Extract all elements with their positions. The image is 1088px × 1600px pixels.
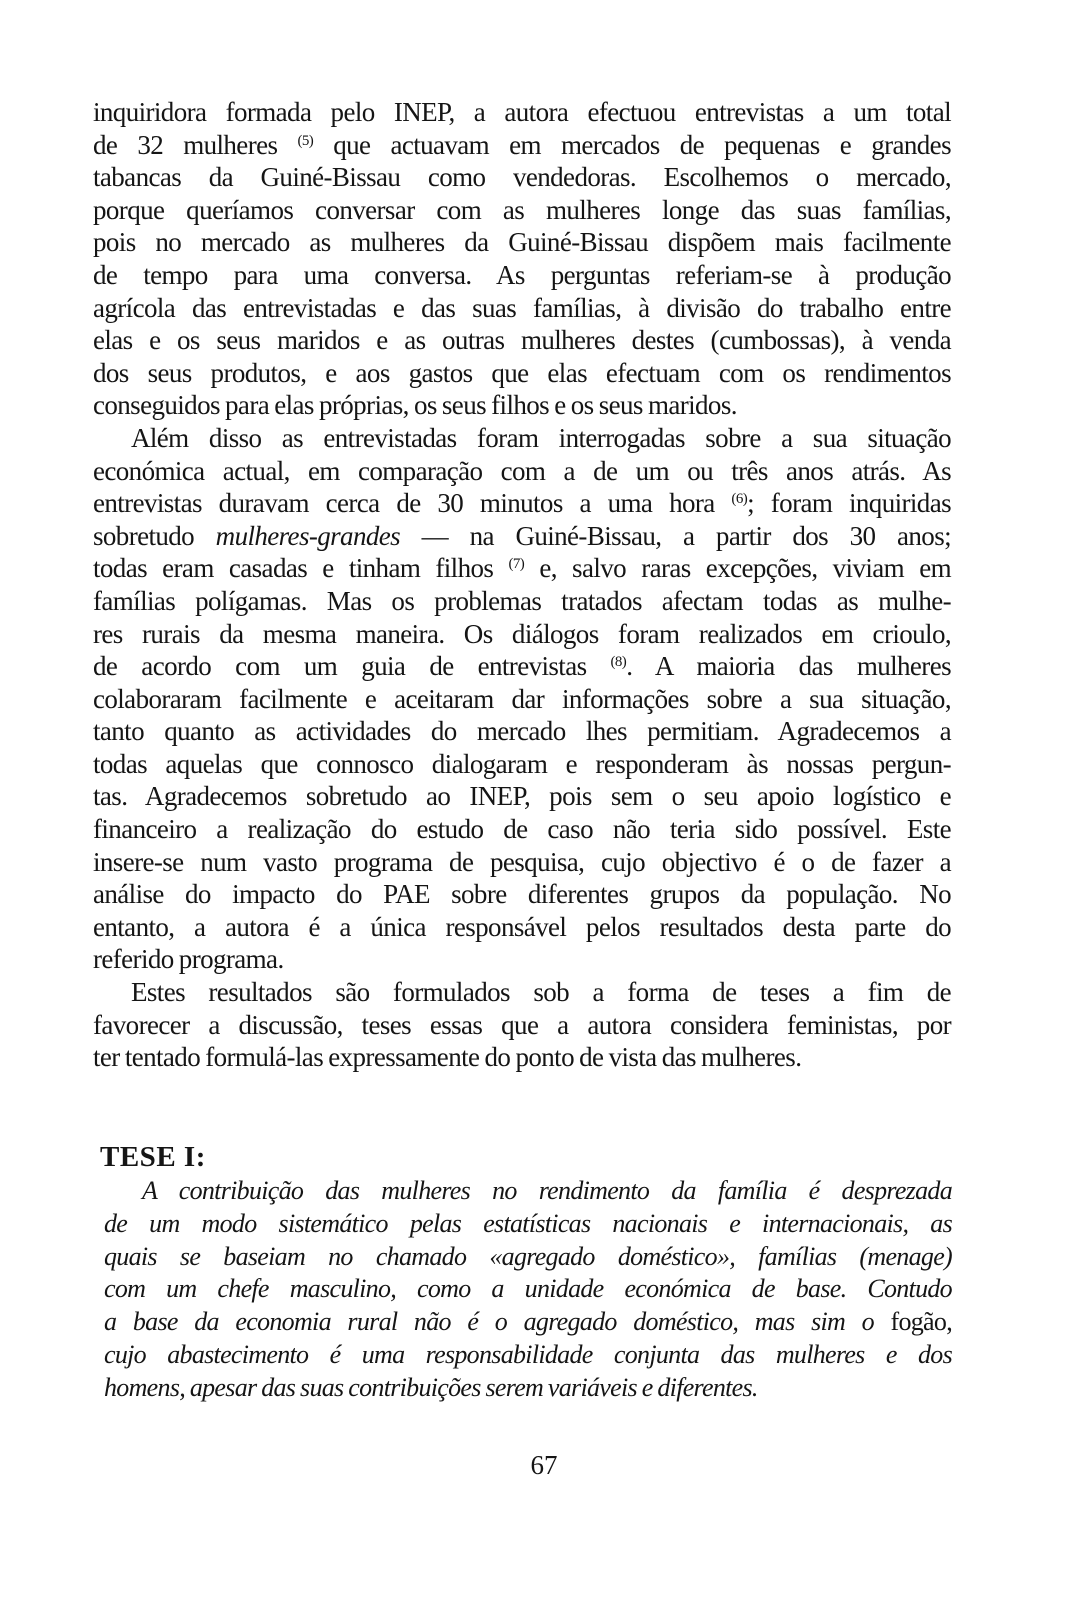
text-span: todas eram casadas e tinham filhos	[93, 553, 509, 584]
text-line: pois no mercado as mulheres da Guiné-Bissau dispõem mais facilmente	[93, 227, 951, 258]
text-line: financeiro a realização do estudo de caso não teria sido possível. Este	[93, 814, 951, 845]
text-line	[93, 650, 951, 683]
text-span: . A maioria das mulheres	[626, 651, 951, 682]
text-line: colaboraram facilmente e aceitaram dar informações sobre a sua situação,	[93, 683, 951, 714]
text-line: elas e os seus maridos e as outras mulheres destes (cumbossas), à venda	[93, 325, 951, 356]
text-line	[93, 487, 951, 520]
text-span: e, salvo raras excepções, viviam em	[524, 553, 951, 584]
text-line: tanto quanto as actividades do mercado lhes permitiam. Agradecemos a	[93, 716, 951, 747]
thesis-statement	[104, 1175, 952, 1405]
text-line: ter tentado formulá-las expressamente do ponto de vista das mulheres.	[93, 1042, 802, 1073]
text-span: — na Guiné-Bissau, a partir dos 30 anos;	[400, 520, 952, 551]
thesis-heading: TESE I:	[100, 1141, 206, 1173]
text-line: com um chefe masculino, como a unidade económica de base. Contudo	[104, 1274, 952, 1304]
footnote-ref-5: (5)	[297, 132, 314, 149]
upright-term: fogão,	[890, 1307, 952, 1337]
text-line: de tempo para uma conversa. As perguntas referiam-se à produção	[93, 259, 951, 290]
text-line: todas aquelas que connosco dialogaram e responderam às nossas pergun-	[93, 748, 951, 779]
text-line: res rurais da mesma maneira. Os diálogos foram realizados em crioulo,	[93, 618, 951, 649]
text-span: entrevistas duravam cerca de 30 minutos a uma hora	[93, 488, 732, 519]
text-line	[104, 1306, 952, 1339]
text-line: homens, apesar das suas contribuições serem variáveis e diferentes.	[104, 1372, 758, 1402]
emphasis-term: mulheres-grandes	[215, 520, 401, 551]
text-line: porque queríamos conversar com as mulheres longe das suas famílias,	[93, 194, 951, 225]
text-line: Além disso as entrevistadas foram interrogadas sobre a sua situação	[131, 422, 951, 453]
text-line: dos seus produtos, e aos gastos que elas efectuam com os rendimentos	[93, 357, 951, 388]
text-line: A contribuição das mulheres no rendimento da família é desprezada	[142, 1176, 952, 1205]
text-line: cujo abastecimento é uma responsabilidade conjunta das mulheres e dos	[104, 1339, 952, 1369]
text-line: quais se baseiam no chamado «agregado doméstico», famílias (menage)	[104, 1241, 952, 1271]
text-line	[93, 520, 951, 553]
text-span: que actuavam em mercados de pequenas e grandes	[313, 129, 951, 160]
text-line: inquiridora formada pelo INEP, a autora efectuou entrevistas a um total	[93, 97, 951, 127]
footnote-ref-6: (6)	[731, 491, 748, 508]
text-line: Estes resultados são formulados sob a forma de teses a fim de	[131, 977, 951, 1008]
text-line: de um modo sistemático pelas estatísticas nacionais e internacionais, as	[104, 1208, 952, 1238]
text-span: de 32 mulheres	[93, 129, 298, 160]
text-line	[93, 129, 951, 162]
text-line: referido programa.	[93, 944, 284, 975]
paragraph-2	[93, 422, 951, 976]
text-line: económica actual, em comparação com a de um ou três anos atrás. As	[93, 455, 951, 486]
footnote-ref-7: (7)	[508, 556, 525, 573]
text-span: ; foram inquiridas	[747, 488, 951, 519]
footnote-ref-8: (8)	[610, 654, 627, 671]
text-line: agrícola das entrevistadas e das suas famílias, à divisão do trabalho entre	[93, 292, 951, 323]
text-span: sobretudo	[93, 520, 216, 551]
text-span: de acordo com um guia de entrevistas	[93, 651, 611, 682]
page-body	[93, 96, 951, 1074]
paragraph-3	[93, 976, 951, 1074]
text-line: entanto, a autora é a única responsável pelos resultados desta parte do	[93, 911, 951, 942]
text-line: insere-se num vasto programa de pesquisa, cujo objectivo é o de fazer a	[93, 846, 951, 877]
text-line: conseguidos para elas próprias, os seus filhos e os seus maridos.	[93, 390, 737, 421]
text-line: tas. Agradecemos sobretudo ao INEP, pois sem o seu apoio logístico e	[93, 781, 951, 812]
text-line	[93, 552, 951, 585]
text-line: favorecer a discussão, teses essas que a autora considera feministas, por	[93, 1009, 951, 1040]
page-number: 67	[530, 1450, 558, 1480]
text-line: tabancas da Guiné-Bissau como vendedoras. Escolhemos o mercado,	[93, 162, 951, 193]
text-span: a base da economia rural não é o agregado doméstico, mas sim o	[104, 1307, 891, 1337]
text-line: famílias polígamas. Mas os problemas tratados afectam todas as mulhe-	[93, 585, 951, 616]
text-line: análise do impacto do PAE sobre diferentes grupos da população. No	[93, 879, 951, 910]
paragraph-1	[93, 96, 951, 422]
